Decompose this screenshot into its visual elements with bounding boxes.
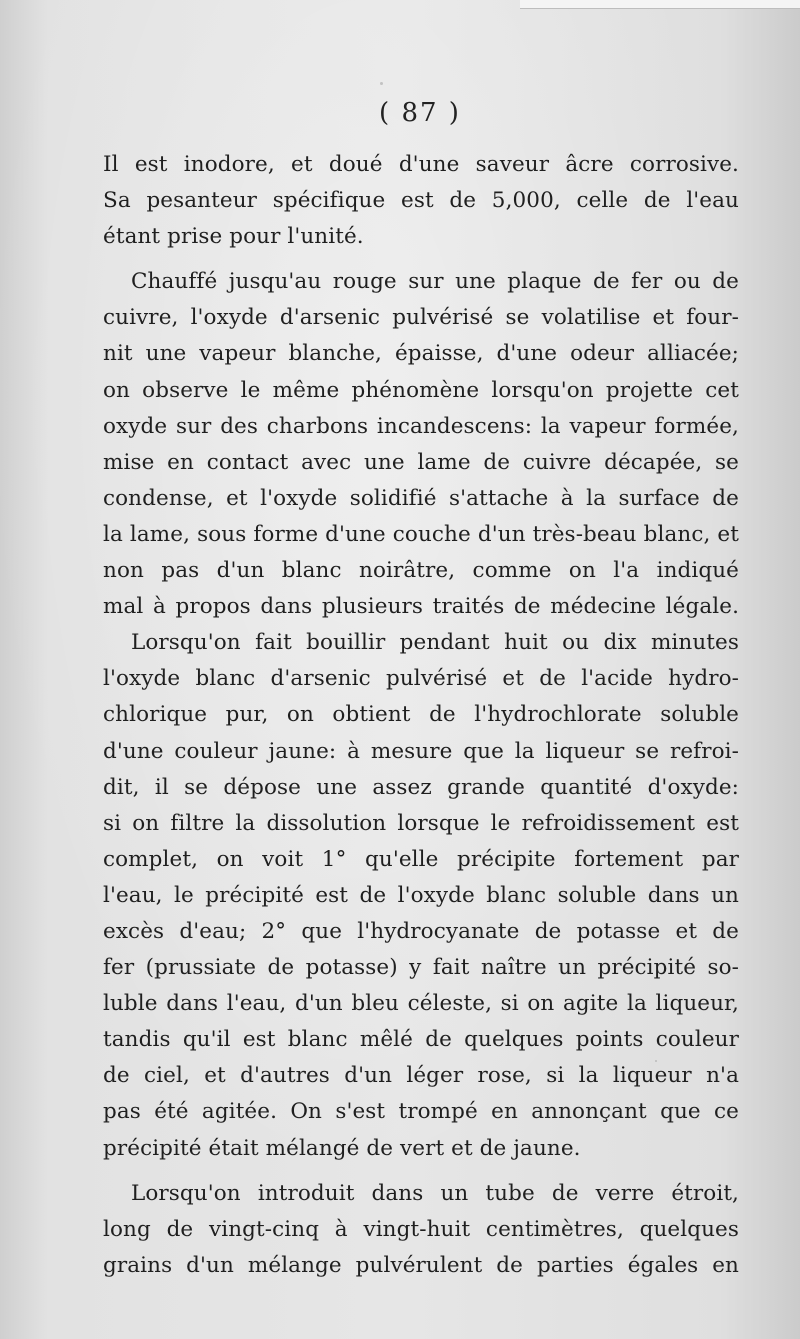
- text-line: Chauffé jusqu'au rouge sur une plaque de fer ou de: [131, 269, 739, 295]
- text-line: tandis qu'il est blanc mêlé de quelques points couleur: [103, 1027, 739, 1053]
- scan-speck: [380, 82, 383, 85]
- text-line: précipité était mélangé de vert et de jaune.: [103, 1135, 581, 1161]
- text-line: Sa pesanteur spécifique est de 5,000, celle de l'eau: [103, 188, 739, 214]
- text-line: long de vingt-cinq à vingt-huit centimètres, quelques: [103, 1216, 739, 1242]
- text-line: d'une couleur jaune: à mesure que la liqueur se refroi-: [103, 738, 739, 764]
- text-line: non pas d'un blanc noirâtre, comme on l'a indiqué: [103, 558, 739, 584]
- paragraph-2: [103, 264, 739, 625]
- text-line: nit une vapeur blanche, épaisse, d'une odeur alliacée;: [103, 341, 739, 367]
- text-line: étant prise pour l'unité.: [103, 224, 364, 250]
- text-line: cuivre, l'oxyde d'arsenic pulvérisé se volatilise et four-: [103, 305, 739, 331]
- text-line: la lame, sous forme d'une couche d'un très-beau blanc, et: [103, 521, 739, 547]
- page-number: ( 87 ): [379, 98, 461, 128]
- text-line: mise en contact avec une lame de cuivre décapée, se: [103, 449, 739, 475]
- text-line: Il est inodore, et doué d'une saveur âcre corrosive.: [103, 152, 739, 177]
- body-text: [103, 147, 739, 1284]
- text-line: Lorsqu'on fait bouillir pendant huit ou dix minutes: [131, 630, 739, 656]
- paragraph-3: [103, 625, 739, 1166]
- text-line: grains d'un mélange pulvérulent de parties égales en: [103, 1252, 739, 1278]
- text-line: excès d'eau; 2° que l'hydrocyanate de potasse et de: [103, 918, 739, 944]
- text-line: on observe le même phénomène lorsqu'on projette cet: [103, 377, 739, 403]
- text-line: fer (prussiate de potasse) y fait naître un précipité so-: [103, 955, 739, 981]
- paragraph-1: [103, 147, 739, 255]
- text-line: dit, il se dépose une assez grande quantité d'oxyde:: [103, 774, 739, 800]
- text-line: si on filtre la dissolution lorsque le refroidissement est: [103, 810, 739, 836]
- text-line: luble dans l'eau, d'un bleu céleste, si on agite la liqueur,: [103, 991, 739, 1017]
- text-line: l'eau, le précipité est de l'oxyde blanc soluble dans un: [103, 882, 739, 908]
- text-line: condense, et l'oxyde solidifié s'attache à la surface de: [103, 485, 739, 511]
- text-line: mal à propos dans plusieurs traités de médecine légale.: [103, 594, 739, 620]
- text-line: pas été agitée. On s'est trompé en annonçant que ce: [103, 1099, 739, 1125]
- paragraph-gap: [103, 255, 739, 264]
- page-edge-strip: [520, 0, 800, 9]
- text-line: oxyde sur des charbons incandescens: la vapeur formée,: [103, 413, 739, 439]
- text-line: l'oxyde blanc d'arsenic pulvérisé et de l'acide hydro-: [103, 666, 739, 692]
- text-line: chlorique pur, on obtient de l'hydrochlorate soluble: [103, 702, 739, 728]
- paragraph-4: [103, 1176, 739, 1284]
- text-line: complet, on voit 1° qu'elle précipite fortement par: [103, 846, 739, 872]
- text-line: de ciel, et d'autres d'un léger rose, si la liqueur n'a: [103, 1063, 739, 1089]
- text-line: Lorsqu'on introduit dans un tube de verre étroit,: [131, 1180, 739, 1206]
- paragraph-gap: [103, 1167, 739, 1176]
